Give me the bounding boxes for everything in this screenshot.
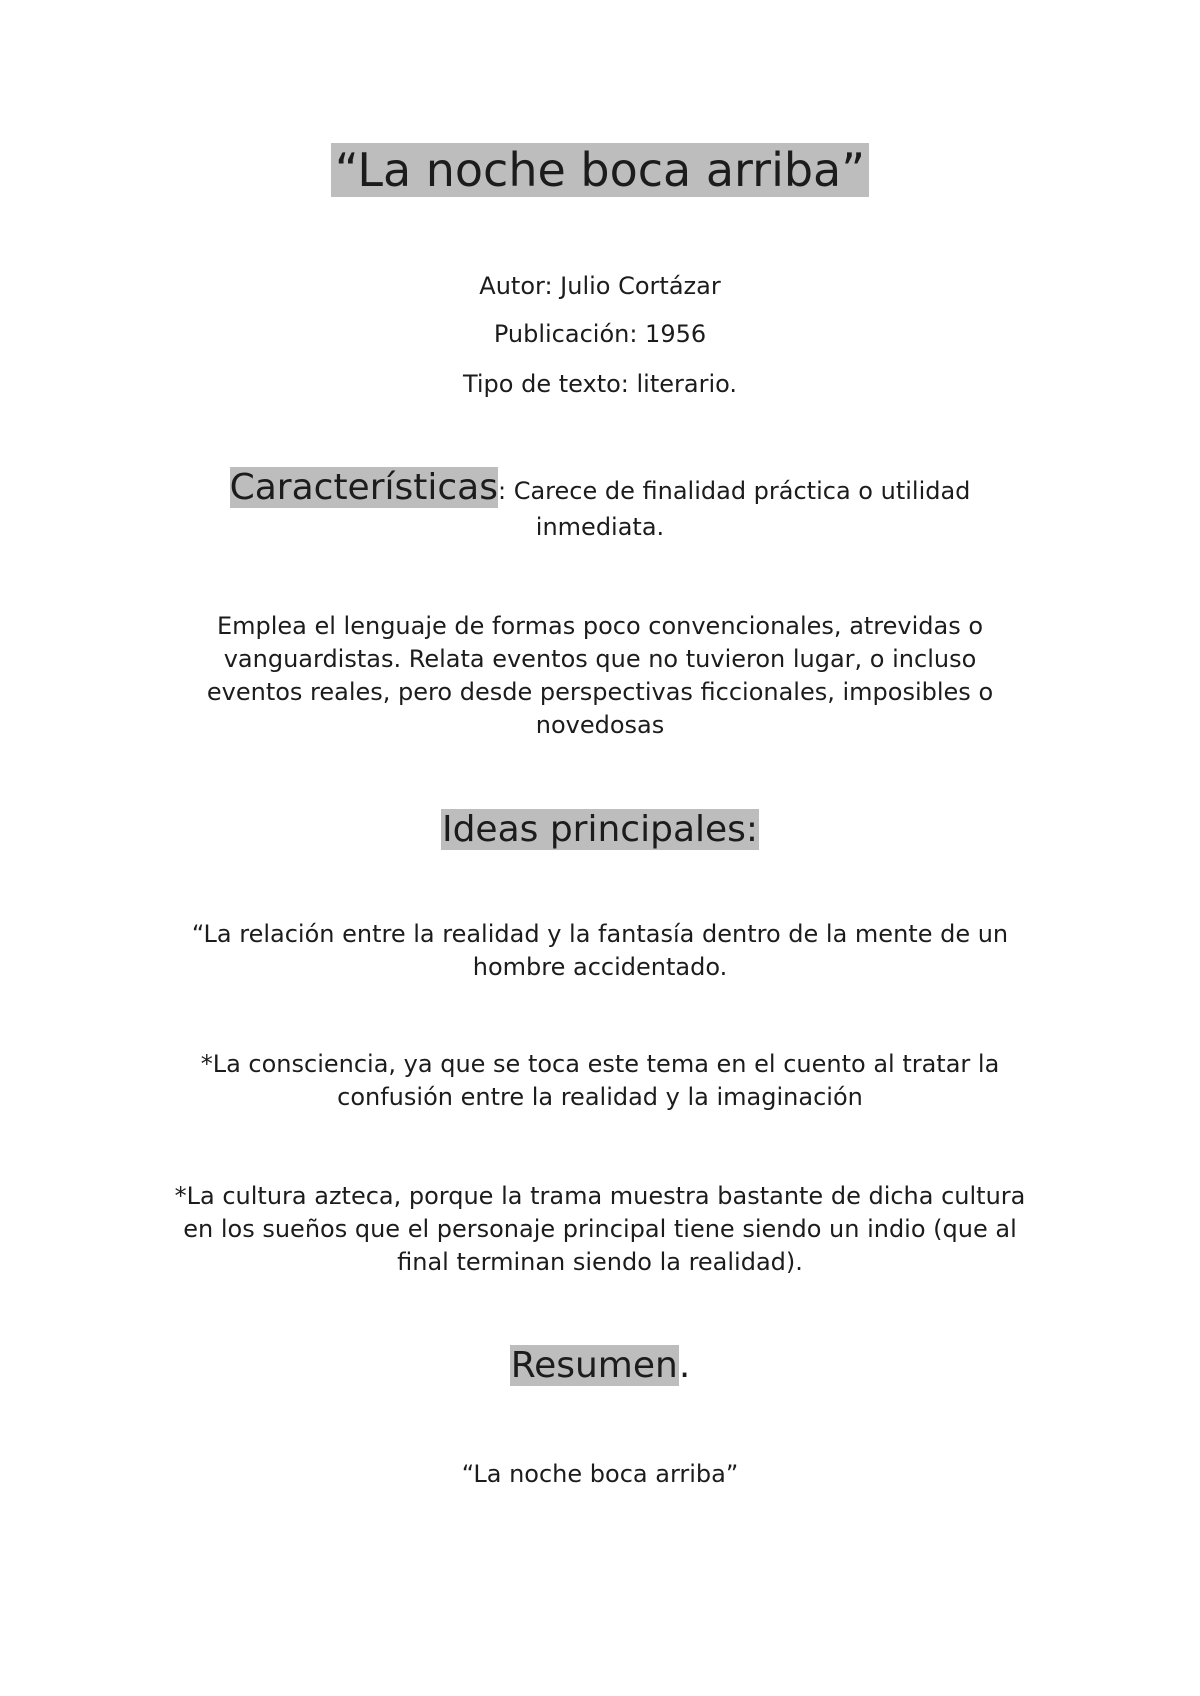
- characteristics-section: [210, 468, 990, 545]
- text-type-line: Tipo de texto: literario.: [462, 370, 738, 398]
- main-ideas-heading-block: [0, 807, 1200, 853]
- document-title-block: [0, 140, 1200, 200]
- summary-heading-suffix: .: [678, 1345, 691, 1386]
- publication-line: Publicación: 1956: [493, 320, 707, 348]
- document-title: “La noche boca arriba”: [331, 143, 869, 197]
- main-idea-item: *La cultura azteca, porque la trama muestra bastante de dicha cultura en los sueños que el personaje principal tiene siendo un indio (que al final terminan siendo la realidad).: [174, 1182, 1026, 1276]
- characteristics-paragraph: Emplea el lenguaje de formas poco convencionales, atrevidas o vanguardistas. Relata eventos que no tuvieron lugar, o incluso eventos reales, pero desde perspectivas ficcionales, imposibles o novedosas: [206, 612, 994, 739]
- main-ideas-heading: Ideas principales:: [441, 809, 759, 850]
- characteristics-heading: Características: [229, 467, 498, 508]
- main-idea-item: *La consciencia, ya que se toca este tema en el cuento al tratar la confusión entre la realidad y la imaginación: [200, 1050, 1000, 1111]
- main-idea-item: “La relación entre la realidad y la fantasía dentro de la mente de un hombre accidentado.: [191, 920, 1009, 981]
- characteristics-text: : Carece de finalidad práctica o utilidad inmediata.: [498, 477, 971, 541]
- summary-first-line: “La noche boca arriba”: [461, 1460, 739, 1488]
- summary-heading-block: [0, 1343, 1200, 1389]
- summary-heading: Resumen: [510, 1345, 678, 1386]
- author-line: Autor: Julio Cortázar: [479, 272, 721, 300]
